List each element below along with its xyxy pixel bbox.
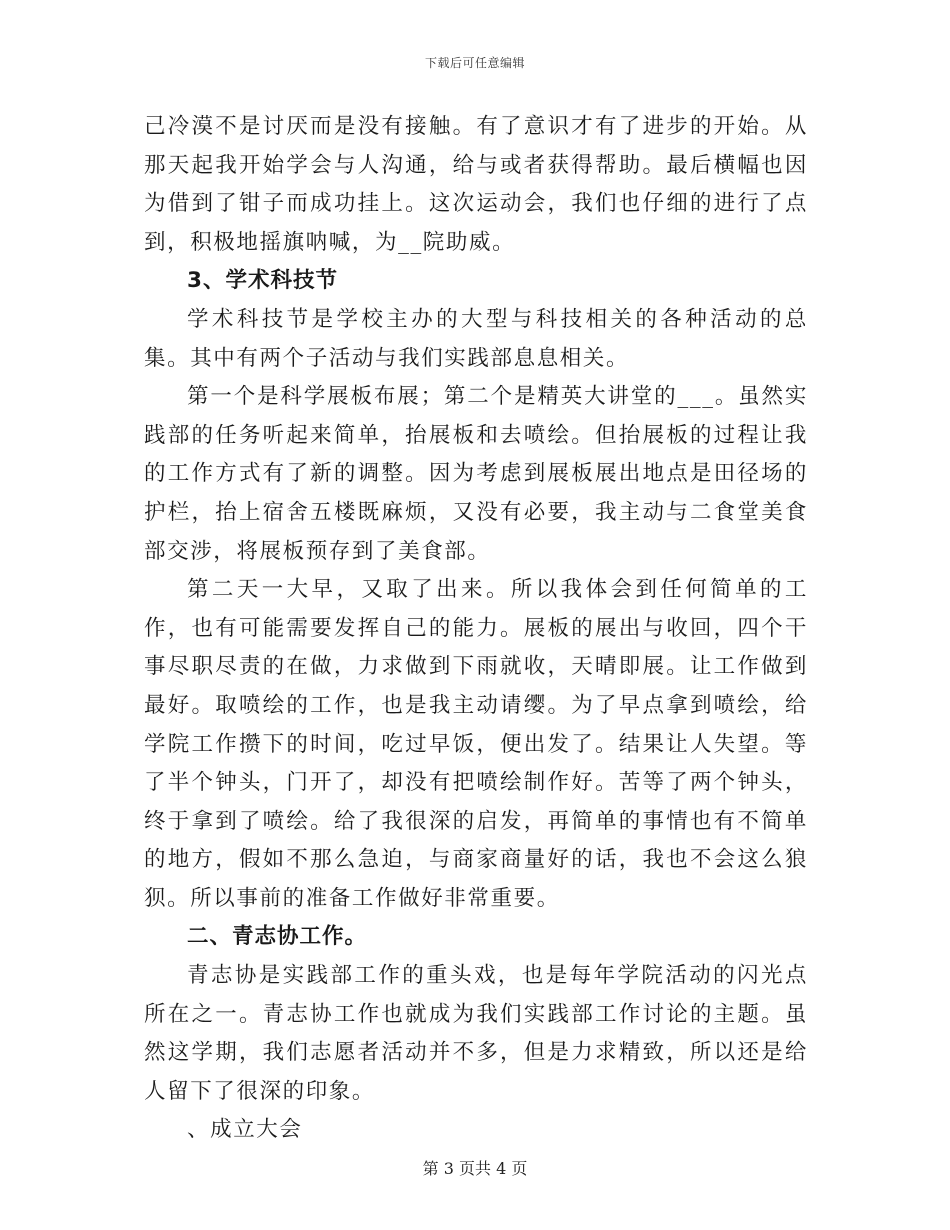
paragraph-volunteer-intro: 青志协是实践部工作的重头戏，也是每年学院活动的闪光点所在之一。青志协工作也就成为我们实践部工作讨论的主题。虽然这学期，我们志愿者活动并不多，但是力求精致，所以还是给人留下了很深的印象。 [144, 963, 808, 1104]
document-body [144, 108, 808, 1150]
header-note: 下载后可任意编辑 [424, 56, 525, 70]
paragraph-festival-intro: 学术科技节是学校主办的大型与科技相关的各种活动的总集。其中有两个子活动与我们实践部息息相关。 [144, 306, 808, 371]
subheading-founding-meeting: 、成立大会 [187, 1117, 303, 1143]
section-heading-academic-festival: 3、学术科技节 [187, 268, 338, 294]
page-number-footer: 第 3 页共 4 页 [422, 1159, 528, 1178]
section-heading-volunteer-work: 二、青志协工作。 [187, 924, 368, 950]
paragraph-exhibition-boards: 第一个是科学展板布展；第二个是精英大讲堂的___。虽然实践部的任务听起来简单，抬展板和去喷绘。但抬展板的过程让我的工作方式有了新的调整。因为考虑到展板展出地点是田径场的护栏，抬上宿舍五楼既麻烦，又没有必要，我主动与二食堂美食部交涉，将展板预存到了美食部。 [144, 384, 808, 564]
paragraph-continuation: 己冷漠不是讨厌而是没有接触。有了意识才有了进步的开始。从那天起我开始学会与人沟通，给与或者获得帮助。最后横幅也因为借到了钳子而成功挂上。这次运动会，我们也仔细的进行了点到，积极地摇旗呐喊，为__院助威。 [144, 114, 808, 255]
paragraph-next-day: 第二天一大早，又取了出来。所以我体会到任何简单的工作，也有可能需要发挥自己的能力。展板的展出与收回，四个干事尽职尽责的在做，力求做到下雨就收，天晴即展。让工作做到最好。取喷绘的工作，也是我主动请缨。为了早点拿到喷绘，给学院工作攒下的时间，吃过早饭，便出发了。结果让人失望。等了半个钟头，门开了，却没有把喷绘制作好。苦等了两个钟头，终于拿到了喷绘。给了我很深的启发，再简单的事情也有不简单的地方，假如不那么急迫，与商家商量好的话，我也不会这么狼狈。所以事前的准备工作做好非常重要。 [144, 577, 808, 911]
